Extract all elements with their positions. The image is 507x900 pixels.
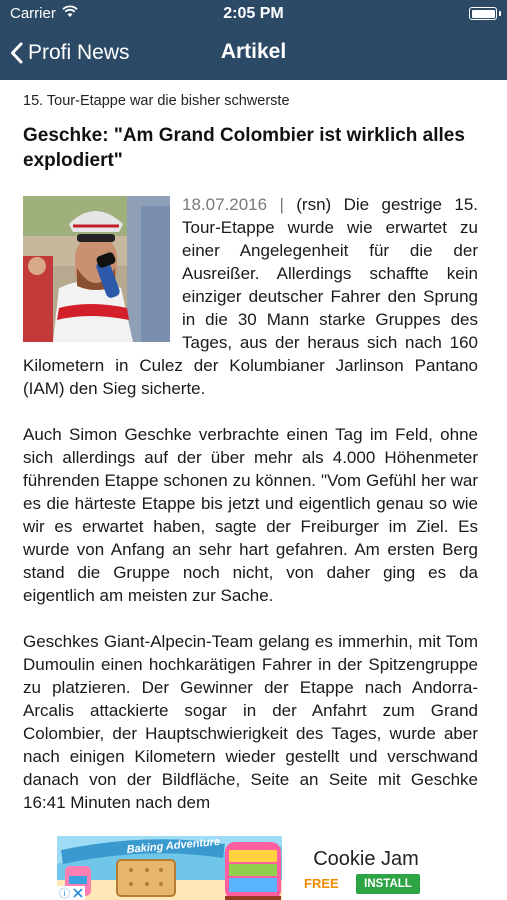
status-time: 2:05 PM: [223, 5, 284, 22]
article-kicker: 15. Tour-Etappe war die bisher schwerste: [23, 93, 290, 109]
svg-text:ⓘ: ⓘ: [59, 888, 70, 900]
ad-artwork: [57, 836, 282, 900]
article-photo[interactable]: [23, 196, 170, 342]
article: [23, 92, 478, 837]
top-bar: [0, 0, 507, 80]
cyclist-photo-image: [23, 196, 170, 342]
article-headline: Geschke: "Am Grand Colombier ist wirklich alles explodiert": [23, 125, 465, 171]
ad-app-name: Cookie Jam: [313, 848, 419, 870]
carrier-label: Carrier: [10, 5, 56, 22]
navigation-bar: [0, 28, 507, 80]
back-button[interactable]: [10, 38, 130, 68]
chevron-left-icon: [10, 42, 23, 64]
article-lead-text: (rsn) Die gestrige 15. Tour-Etappe wurde wie erwartet zu einer Angelegenheit für die der Ausreißer. Allerdings schaffte kein einziger deutscher Fahrer den Sprung in die 30 Mann starke Gruppes des Tages, aus der heraus sich nach 160 Kilometern in Culez der Kolumbianer Jarlinson Pantano (IAM) den Sieg sicherte.: [23, 195, 478, 398]
ad-game-image: [57, 836, 282, 900]
article-paragraph: Geschkes Giant-Alpecin-Team gelang es immerhin, mit Tom Dumoulin einen hochkarätigen Fahrer in der Spitzengruppe zu platzieren. Der Gewinner der Etappe nach Andorra-Arcalis attackierte sogar in der Anfahrt zum Grand Colombier, der Hauptschwierigkeit des Tages, wurde aber nach einigen Kilometern wieder gestellt und verschwand danach von der Bildfläche, Seite an Seite mit Geschke 16:41 Minuten nach dem: [23, 632, 478, 812]
battery-icon: [469, 7, 497, 20]
ad-price-label: FREE: [304, 876, 339, 891]
article-date: 18.07.2016 |: [182, 195, 284, 214]
ad-banner[interactable]: [57, 836, 450, 900]
status-bar: [0, 0, 507, 28]
ad-install-button[interactable]: INSTALL: [356, 874, 420, 894]
article-body: [23, 193, 478, 814]
page-title: Artikel: [220, 40, 287, 63]
back-button-label: Profi News: [28, 41, 130, 64]
article-paragraph: Auch Simon Geschke verbrachte einen Tag im Feld, ohne sich allerdings auf der über mehr als 4.000 Höhenmeter führenden Etappe schonen zu können. "Vom Gefühl her war es die härteste Etappe bis jetzt und eigentlich genau so wie wir es erwartet haben, sagte der Freiburger im Ziel. Es wurde von Anfang an sehr hart gefahren. Am ersten Berg stand die Gruppe noch nicht, von daher ging es da eigentlich am meisten zur Sache.: [23, 425, 478, 605]
ad-banner-text: Baking Adventure: [126, 836, 221, 856]
article-lead-paragraph: [23, 193, 478, 400]
ad-app-info: [282, 836, 450, 900]
